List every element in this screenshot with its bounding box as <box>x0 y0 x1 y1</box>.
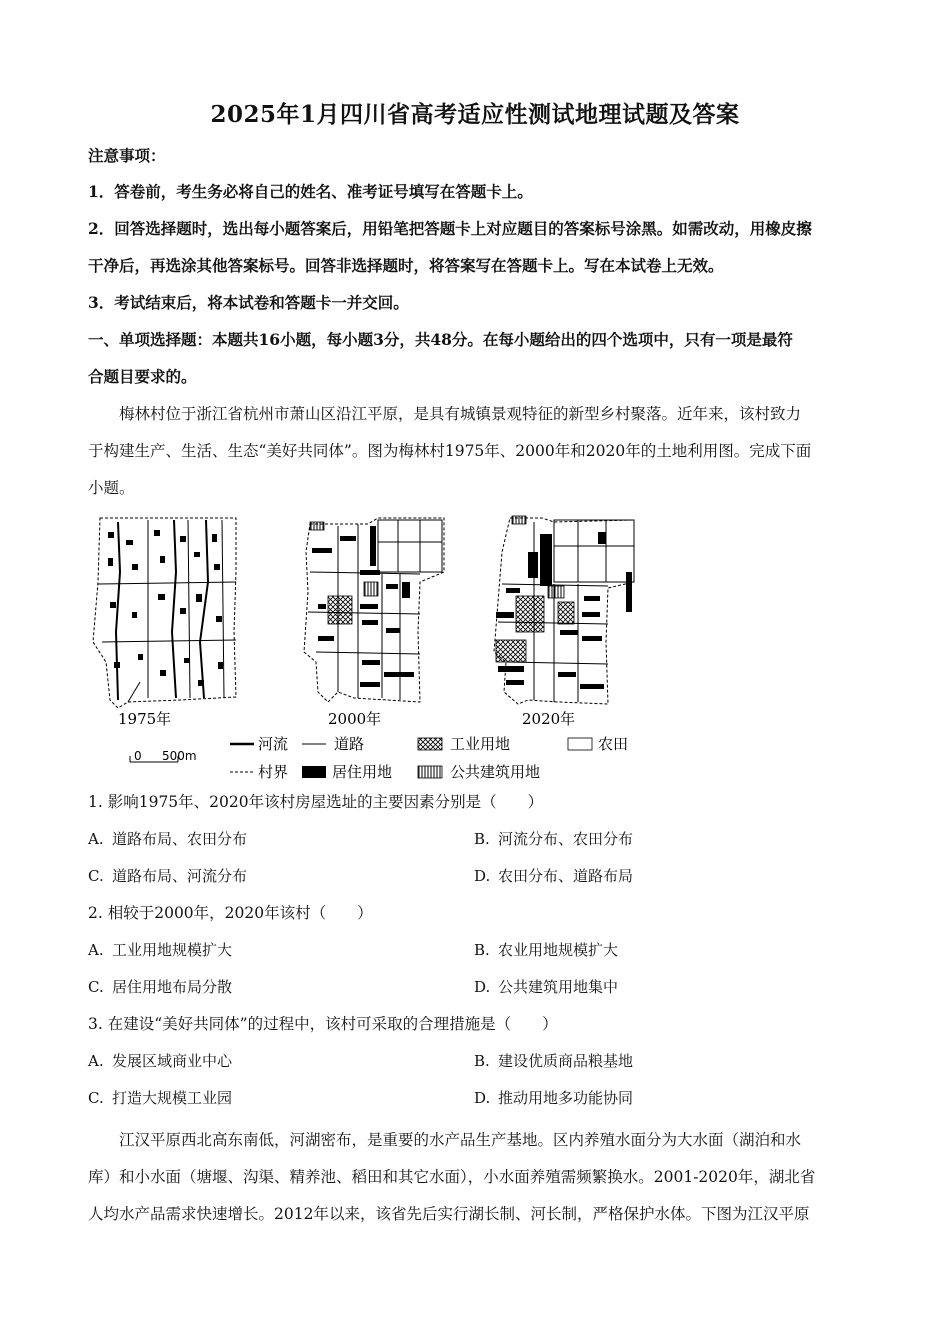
map-2020 <box>494 516 634 728</box>
scale-unit: 500m <box>162 749 197 763</box>
notice-item-1: 1．答卷前，考生务必将自己的姓名、准考证号填写在答题卡上。 <box>88 182 533 201</box>
option-key: B. <box>474 941 490 959</box>
legend-farmland-symbol <box>568 738 592 750</box>
land-use-map-figure <box>88 512 648 786</box>
option-text: 工业用地规模扩大 <box>112 941 233 959</box>
option-text: 农业用地规模扩大 <box>498 941 619 959</box>
passage2-line-2: 库）和小水面（塘堰、沟渠、精养池、稻田和其它水面），小水面养殖需频繁换水。2001-2020年，湖北省 <box>88 1168 816 1186</box>
year-label-1975: 1975年 <box>118 710 172 728</box>
q1-option-d[interactable] <box>474 866 633 886</box>
legend-farmland-label: 农田 <box>598 735 629 753</box>
option-text: 道路布局、农田分布 <box>112 830 248 848</box>
option-key: D. <box>474 1089 491 1107</box>
legend-public-label: 公共建筑用地 <box>450 763 541 781</box>
option-key: A. <box>88 1052 104 1070</box>
option-text: 道路布局、河流分布 <box>112 867 248 885</box>
map-1975 <box>93 518 236 728</box>
page-title: 2025年1月四川省高考适应性测试地理试题及答案 <box>210 101 740 128</box>
q1-option-c[interactable] <box>88 866 247 886</box>
legend-residential-label: 居住用地 <box>332 763 393 781</box>
legend-industrial-symbol <box>418 738 442 750</box>
passage1-line-2: 于构建生产、生活、生态“美好共同体”。图为梅林村1975年、2000年和2020年的土地利用图。完成下面 <box>88 442 812 460</box>
q3-option-b[interactable] <box>474 1051 633 1071</box>
option-text: 农田分布、道路布局 <box>498 867 634 885</box>
passage2-line-3: 人均水产品需求快速增长。2012年以来，该省先后实行湖长制、河长制，严格保护水体。下图为江汉平原 <box>88 1205 810 1223</box>
option-text: 打造大规模工业园 <box>112 1089 233 1107</box>
section-heading-cont: 合题目要求的。 <box>88 367 197 386</box>
scale-zero: 0 <box>134 749 142 763</box>
option-text: 建设优质商品粮基地 <box>498 1052 634 1070</box>
q3-option-a[interactable] <box>88 1051 232 1071</box>
option-key: A. <box>88 830 104 848</box>
option-key: C. <box>88 978 104 996</box>
question-3-stem: 3. 在建设“美好共同体”的过程中，该村可采取的合理措施是（ ） <box>88 1015 558 1033</box>
q2-option-b[interactable] <box>474 940 618 960</box>
question-2-stem: 2. 相较于2000年，2020年该村（ ） <box>88 904 373 922</box>
notice-item-2: 2．回答选择题时，选出每小题答案后，用铅笔把答题卡上对应题目的答案标号涂黑。如需改动，用橡皮擦 <box>88 219 812 238</box>
passage1-line-1: 梅林村位于浙江省杭州市萧山区沿江平原，是具有城镇景观特征的新型乡村聚落。近年来，该村致力 <box>119 405 802 423</box>
q2-option-a[interactable] <box>88 940 232 960</box>
q2-option-c[interactable] <box>88 977 232 997</box>
option-key: B. <box>474 1052 490 1070</box>
year-label-2000: 2000年 <box>328 710 382 728</box>
q2-option-d[interactable] <box>474 977 618 997</box>
option-text: 推动用地多功能协同 <box>498 1089 634 1107</box>
option-key: C. <box>88 1089 104 1107</box>
legend-boundary-label: 村界 <box>258 763 289 781</box>
option-key: C. <box>88 867 104 885</box>
map-legend <box>130 735 628 781</box>
option-key: A. <box>88 941 104 959</box>
option-key: B. <box>474 830 490 848</box>
option-text: 发展区域商业中心 <box>112 1052 233 1070</box>
option-text: 公共建筑用地集中 <box>498 978 619 996</box>
legend-river-label: 河流 <box>258 735 289 753</box>
q3-option-d[interactable] <box>474 1088 633 1108</box>
q3-option-c[interactable] <box>88 1088 232 1108</box>
passage1-line-3: 小题。 <box>88 479 135 497</box>
passage2-line-1: 江汉平原西北高东南低，河湖密布，是重要的水产品生产基地。区内养殖水面分为大水面（湖泊和水 <box>119 1131 802 1149</box>
section-heading: 一、单项选择题：本题共16小题，每小题3分，共48分。在每小题给出的四个选项中，只有一项是最符 <box>88 330 793 349</box>
legend-industrial-label: 工业用地 <box>450 735 511 753</box>
option-key: D. <box>474 978 491 996</box>
notice-heading: 注意事项： <box>88 146 166 165</box>
legend-public-symbol <box>418 766 442 778</box>
option-text: 河流分布、农田分布 <box>498 830 634 848</box>
question-1-stem: 1. 影响1975年、2020年该村房屋选址的主要因素分别是（ ） <box>88 793 544 811</box>
legend-residential-symbol <box>302 766 326 778</box>
notice-item-3: 3．考试结束后，将本试卷和答题卡一并交回。 <box>88 293 409 312</box>
q1-option-a[interactable] <box>88 829 247 849</box>
legend-road-label: 道路 <box>334 735 365 753</box>
map-2000 <box>304 518 444 728</box>
option-key: D. <box>474 867 491 885</box>
year-label-2020: 2020年 <box>522 710 576 728</box>
q1-option-b[interactable] <box>474 829 633 849</box>
option-text: 居住用地布局分散 <box>112 978 233 996</box>
notice-item-2-cont: 干净后，再选涂其他答案标号。回答非选择题时，将答案写在答题卡上。写在本试卷上无效。 <box>88 256 724 275</box>
